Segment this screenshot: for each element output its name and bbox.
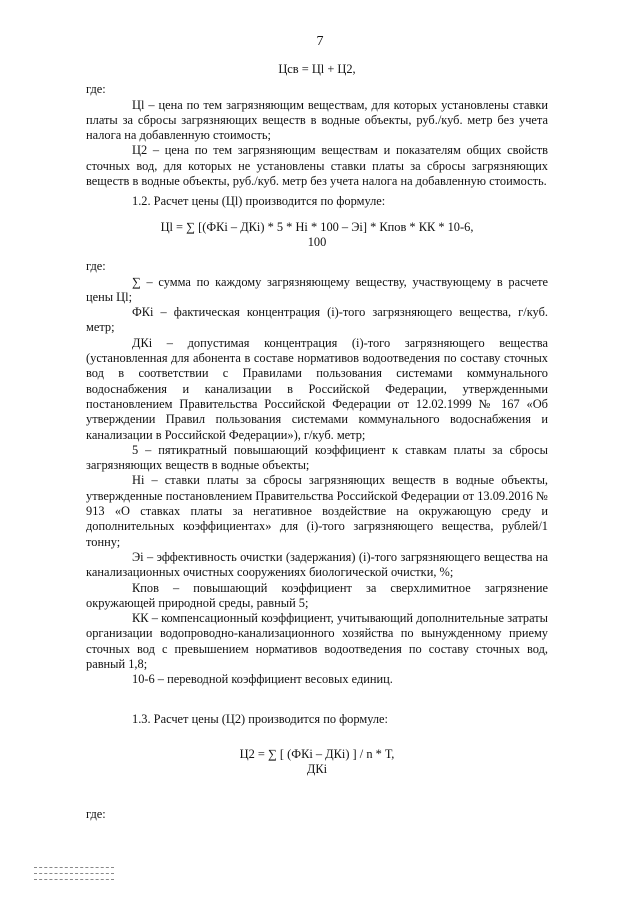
definition-kk: КК – компенсационный коэффициент, учитывающий дополнительные затраты организации водопроводно-канализационного хозяйства по вынужденному приему сточных вод с превышением нормативов водоотведения по составу сточных вод, равный 1,8; bbox=[86, 611, 548, 671]
definition-kpov: Кпов – повышающий коэффициент за сверхлимитное загрязнение окружающей природной среды, равный 5; bbox=[86, 580, 548, 610]
where-label-2: где: bbox=[86, 259, 106, 274]
formula-c2-line: Ц2 = ∑ [ (ФКi – ДКi) ] / n * Т, bbox=[239, 746, 395, 761]
definition-n: Нi – ставки платы за сбросы загрязняющих веществ в водные объекты, утвержденные постановлением Правительства Российской Федерации от 13.09.2016 № 913 «О ставках платы за негативное воздействие на окружающую среду и дополнительных коэффициентах» для (i)-того загрязняющего вещества, рублей/1 тонну; bbox=[86, 473, 548, 549]
section-1-3-heading: 1.3. Расчет цены (Ц2) производится по формуле: bbox=[132, 711, 388, 726]
where-label-3: где: bbox=[86, 807, 106, 822]
formula-c1-line: Цl = ∑ [(ФКi – ДКi) * 5 * Нi * 100 – Эi] * Кпов * КК * 10-6, bbox=[160, 219, 474, 234]
definition-c2: Ц2 – цена по тем загрязняющим веществам и показателям общих свойств сточных вод, для которых не установлены ставки платы за сбросы загрязняющих веществ в водные объекты, руб./куб. метр без учета налога на добавленную стоимость. bbox=[86, 143, 548, 189]
definition-dk: ДКi – допустимая концентрация (i)-того загрязняющего вещества (установленная для абонента в составе нормативов водоотведения по составу сточных вод в соответствии с Правилами пользования системами коммунального водоснабжения и канализации в Российской Федерации, утвержденными постановлением Правительства Российской Федерации от 12.02.1999 № 167 «Об утверждении Правил пользования системами коммунального водоснабжения и канализации в Российской Федерации»), г/куб. метр; bbox=[86, 335, 548, 442]
section-1-2-heading: 1.2. Расчет цены (Цl) производится по формуле: bbox=[132, 194, 386, 209]
where-label-1: где: bbox=[86, 82, 106, 97]
definition-5: 5 – пятикратный повышающий коэффициент к ставкам платы за сбросы загрязняющих веществ в водные объекты; bbox=[86, 442, 548, 473]
definition-fk: ФКi – фактическая концентрация (i)-того загрязняющего вещества, г/куб. метр; bbox=[86, 305, 548, 335]
page-number: 7 bbox=[316, 34, 324, 49]
definition-10: 10-6 – переводной коэффициент весовых единиц. bbox=[132, 672, 393, 687]
formula-c1-denominator: 100 bbox=[307, 234, 327, 249]
document-body bbox=[86, 62, 548, 823]
formula-c2 bbox=[86, 747, 548, 778]
formula-c1 bbox=[86, 220, 548, 251]
definition-sum: ∑ – сумма по каждому загрязняющему веществу, участвующему в расчете цены Цl; bbox=[86, 274, 548, 304]
formula-total-price: Цсв = Цl + Ц2, bbox=[278, 62, 356, 76]
definition-c1: Цl – цена по тем загрязняющим веществам, для которых установлены ставки платы за сбросы загрязняющих веществ в водные объекты, руб./куб. метр без учета налога на добавленную стоимость; bbox=[86, 97, 548, 143]
formula-c2-denominator: ДКi bbox=[306, 762, 328, 777]
scan-corner-mark bbox=[34, 862, 114, 888]
definition-e: Эi – эффективность очистки (задержания) (i)-того загрязняющего вещества на канализационных очистных сооружениях биологической очистки, %; bbox=[86, 549, 548, 580]
